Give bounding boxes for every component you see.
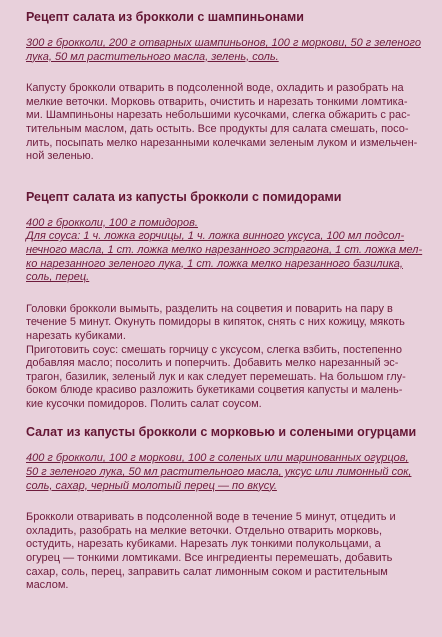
instructions-line: лить, посыпать мелко нарезанными колечками зеленым луком и измельчен- (26, 136, 418, 149)
ingredients-list (26, 452, 430, 493)
recipe-title: Рецепт салата из брокколи с шампиньонами (26, 10, 304, 24)
instructions-line: добавляя масло; посолить и поперчить. Добавить мелко нарезанный эс- (26, 357, 399, 370)
instructions-line: кие кусочки помидоров. Полить салат соусом. (26, 397, 262, 410)
instructions-line: боком блюде красиво разложить букетиками соцветия капусты и малень- (26, 384, 403, 397)
instructions (26, 303, 430, 412)
recipe-2 (26, 190, 430, 412)
instructions-line: мелкие веточки. Морковь отварить, очистить и нарезать тонкими ломтика- (26, 95, 408, 108)
instructions-line: маслом. (26, 579, 69, 592)
instructions (26, 511, 430, 593)
instructions-line: Брокколи отваривать в подсоленной воде в течение 5 минут, отцедить и (26, 511, 396, 524)
recipe-1 (26, 10, 430, 164)
instructions-line: ми. Шампиньоны нарезать небольшими кусочками, слегка обжарить с рас- (26, 109, 411, 122)
ingredients-line: 400 г брокколи, 100 г помидоров. (26, 216, 198, 229)
instructions-line: течение 5 минут. Окунуть помидоры в кипяток, снять с них кожицу, мякоть (26, 316, 405, 329)
instructions-line: остудить, нарезать кубиками. Нарезать лук тонкими полукольцами, а (26, 538, 381, 551)
instructions-line: огурец — тонкими ломтиками. Все ингредиенты перемешать, добавить (26, 552, 393, 565)
instructions-line: нарезать кубиками. (26, 329, 126, 342)
ingredients-line: 300 г брокколи, 200 г отварных шампиньонов, 100 г моркови, 50 г зеленого (26, 37, 421, 49)
instructions-line: Головки брокколи вымыть, разделить на соцветия и поварить на пару в (26, 302, 393, 315)
ingredients-list (26, 37, 430, 64)
ingredients-line: 50 г зеленого лука, 50 мл растительного масла, уксус или лимонный сок, (26, 466, 412, 479)
instructions (26, 82, 430, 164)
recipe-title: Салат из капусты брокколи с морковью и солеными огурцами (26, 425, 417, 440)
ingredients-line: ко нарезанного зеленого лука, 1 ст. ложка мелко нарезанного базилика, (26, 257, 403, 270)
ingredients-line: соль, сахар, черный молотый перец — по вкусу. (26, 479, 277, 492)
ingredients-line: лука, 50 мл растительного масла, зелень, соль. (26, 50, 279, 63)
instructions-line: Приготовить соус: смешать горчицу с уксусом, слегка взбить, постепенно (26, 343, 402, 356)
ingredients-line: Для соуса: 1 ч. ложка горчицы, 1 ч. ложка винного уксуса, 100 мл подсол- (26, 230, 405, 243)
recipe-3 (26, 425, 430, 592)
ingredients-line: соль, перец. (26, 271, 90, 284)
ingredients-list (26, 217, 430, 285)
instructions-line: Капусту брокколи отварить в подсоленной воде, охладить и разобрать на (26, 82, 404, 95)
instructions-line: сахар, соль, перец, заправить салат лимонным соком и растительным (26, 565, 388, 578)
recipe-title: Рецепт салата из капусты брокколи с помидорами (26, 189, 342, 204)
ingredients-line: 400 г брокколи, 100 г моркови, 100 г соленых или маринованных огурцов, (26, 452, 409, 465)
instructions-line: трагон, базилик, зеленый лук и как следует перемешать. На большом глу- (26, 370, 406, 383)
instructions-line: охладить, разобрать на мелкие веточки. Отдельно отварить морковь, (26, 524, 383, 537)
instructions-line: ной зеленью. (26, 150, 94, 163)
ingredients-line: нечного масла, 1 ст. ложка мелко нарезанного эстрагона, 1 ст. ложка мел- (26, 243, 423, 256)
instructions-line: тительным маслом, дать остыть. Все продукты для салата смешать, посо- (26, 122, 409, 135)
